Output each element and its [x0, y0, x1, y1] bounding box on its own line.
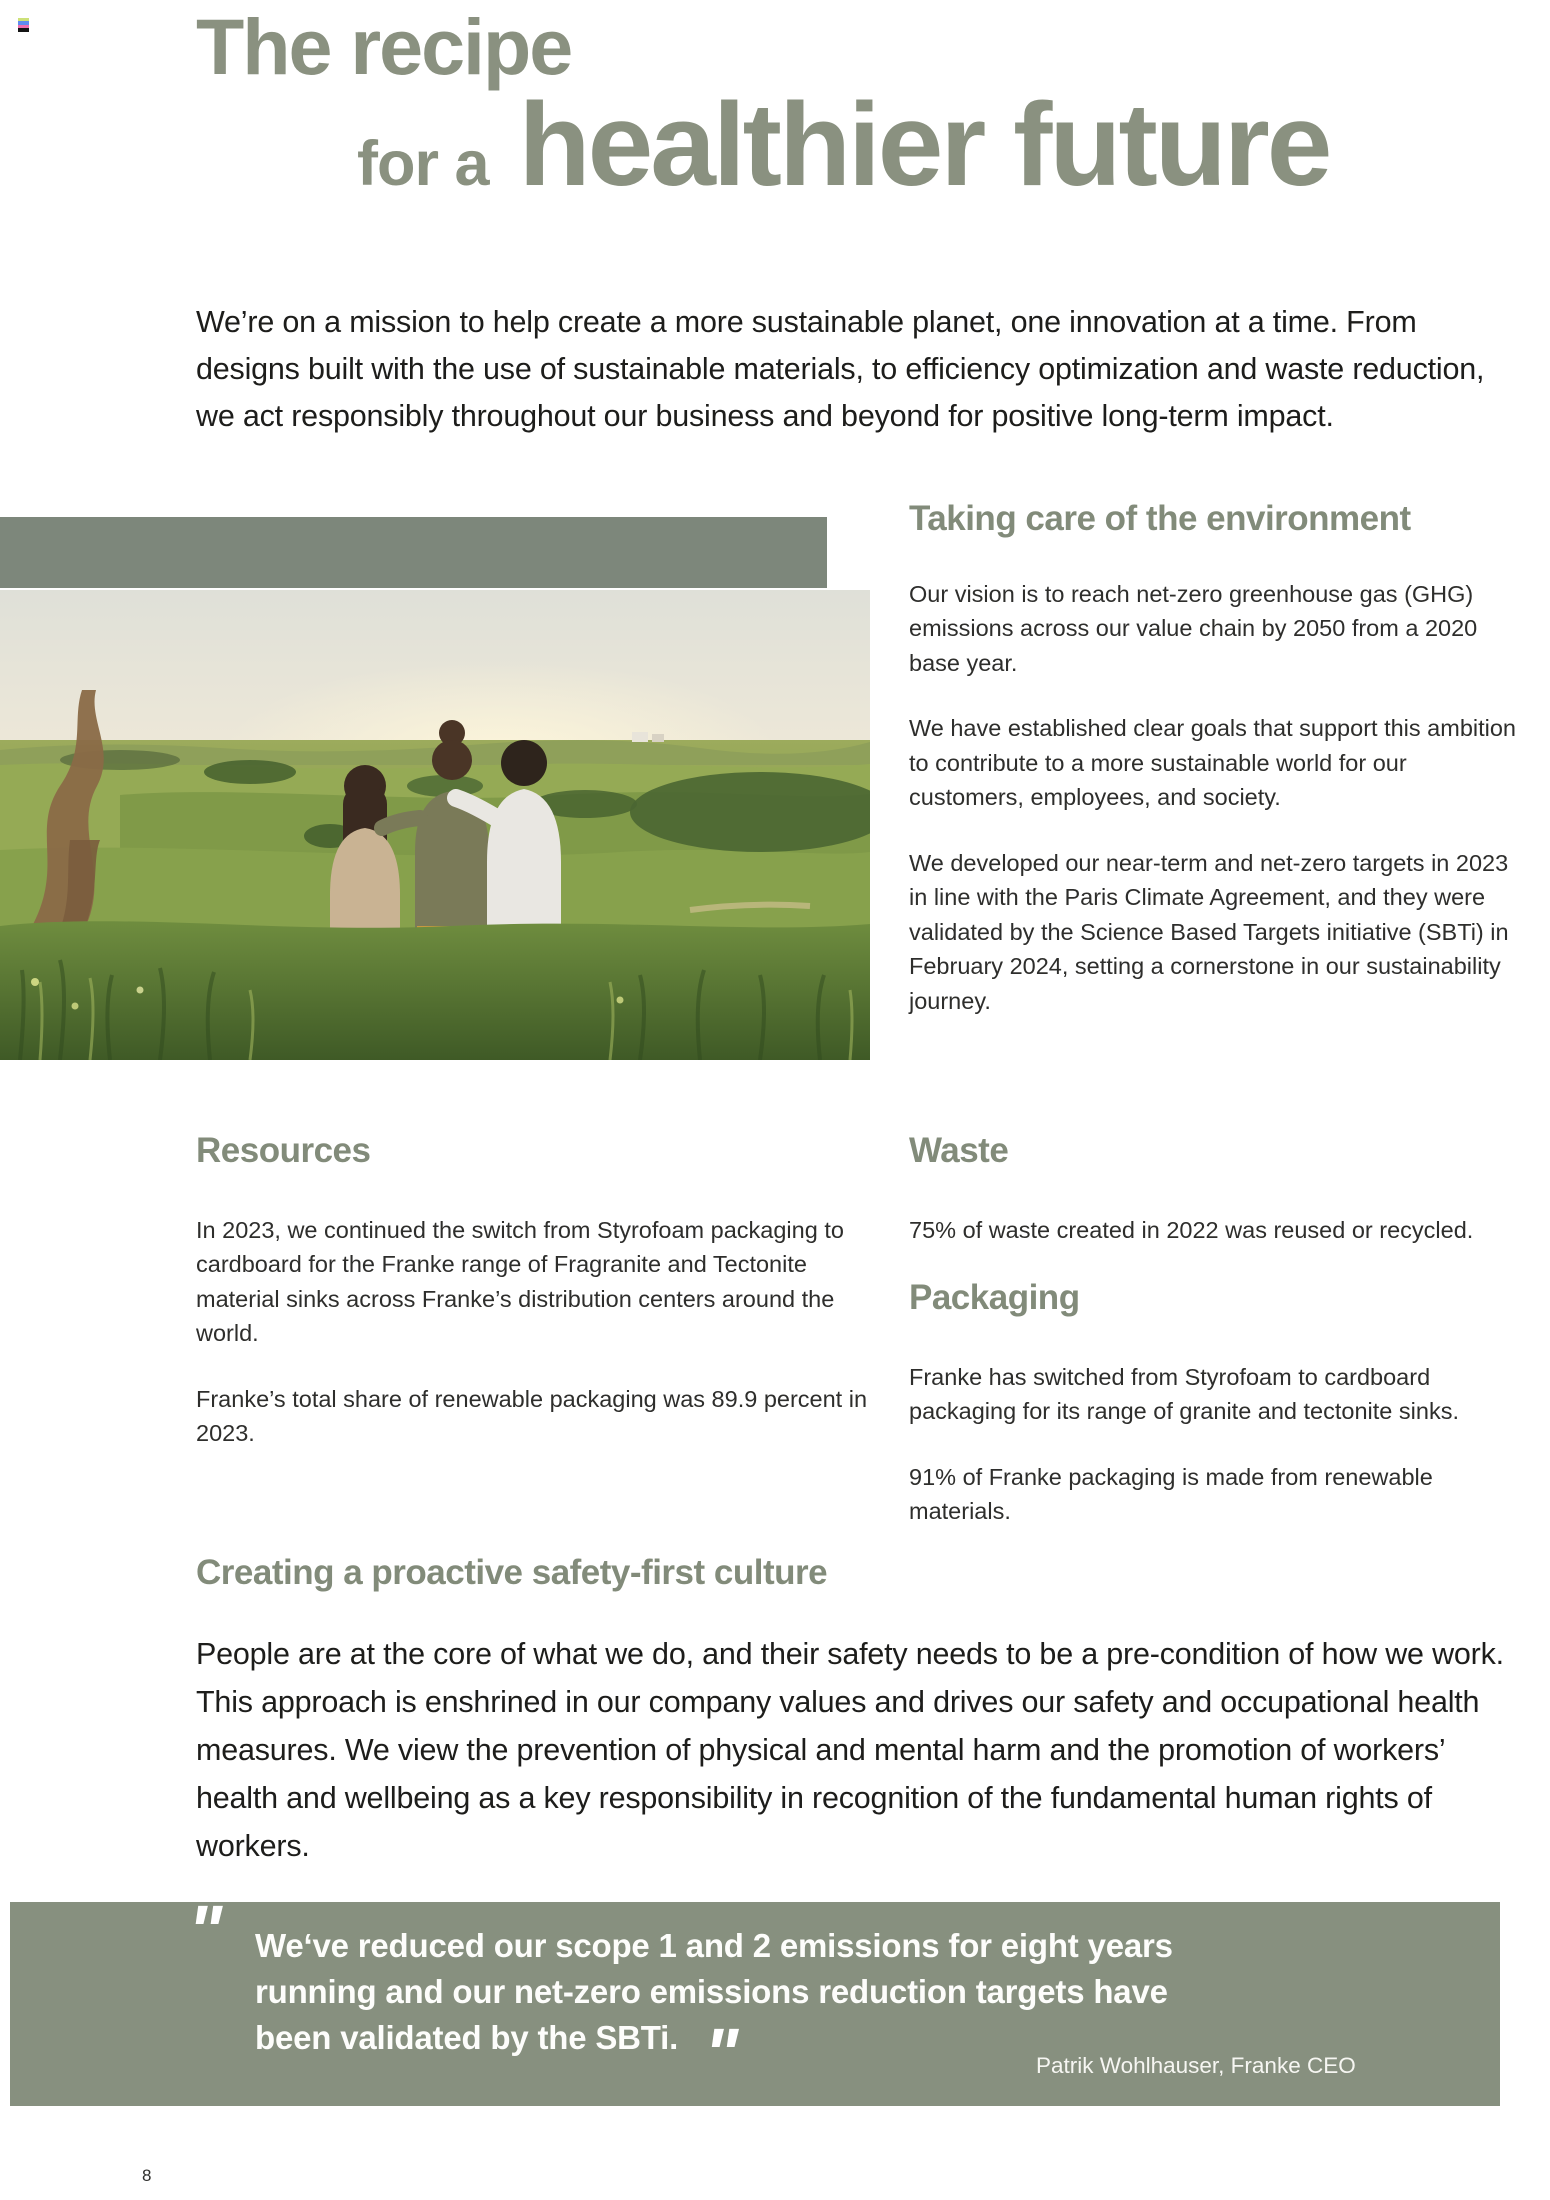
family-landscape-photo	[0, 590, 870, 1060]
environment-heading: Taking care of the environment	[909, 499, 1411, 538]
photo-foreground-grass	[0, 921, 870, 1060]
section-environment	[909, 500, 1523, 1049]
green-accent-band	[0, 517, 827, 588]
quote-line-1: We‘ve reduced our scope 1 and 2 emissions for eight years	[255, 1927, 1173, 1964]
safety-heading: Creating a proactive safety-first culture	[196, 1553, 828, 1592]
page-title	[196, 2, 1330, 212]
title-line-2	[357, 79, 1330, 212]
section-waste-packaging	[909, 1132, 1531, 1560]
environment-paragraph-1: Our vision is to reach net-zero greenhouse gas (GHG) emissions across our value chain by 2050 from a 2020 base year.	[909, 580, 1478, 676]
page-number: 8	[142, 2166, 152, 2185]
quote-line-2: running and our net-zero emissions reduction targets have	[255, 1973, 1168, 2011]
title-for-a: for a	[357, 129, 489, 200]
waste-paragraph: 75% of waste created in 2022 was reused or recycled.	[909, 1216, 1474, 1243]
environment-paragraph-3: We developed our near-term and net-zero targets in 2023 in line with the Paris Climate Agreement, and they were validated by the Science Based Targets initiative (SBTi) in February 2024, setting a cornerstone in our sustainability journey.	[909, 849, 1509, 1014]
intro-paragraph: We’re on a mission to help create a more sustainable planet, one innovation at a time. From designs built with the use of sustainable materials, to efficiency optimization and waste reduction, we act responsibly throughout our business and beyond for positive long-term impact.	[196, 304, 1485, 434]
title-line-1: The recipe	[196, 2, 572, 92]
ceo-quote-block	[10, 1892, 1500, 2106]
quote-line-3: been validated by the SBTi. "	[255, 2015, 739, 2096]
section-resources	[196, 1132, 876, 1482]
packaging-paragraph-1: Franke has switched from Styrofoam to cardboard packaging for its range of granite and tectonite sinks.	[909, 1363, 1459, 1425]
resources-paragraph-2: Franke’s total share of renewable packaging was 89.9 percent in 2023.	[196, 1385, 868, 1447]
packaging-paragraph-2: 91% of Franke packaging is made from renewable materials.	[909, 1463, 1433, 1525]
waste-heading: Waste	[909, 1131, 1009, 1170]
color-registration-mark-icon	[18, 18, 29, 32]
open-quote-icon: "	[188, 1892, 223, 1972]
landscape-illustration	[0, 590, 870, 1060]
packaging-heading: Packaging	[909, 1278, 1080, 1318]
title-healthier-future: healthier future	[518, 79, 1330, 212]
environment-paragraph-2: We have established clear goals that support this ambition to contribute to a more sustainable world for our customers, employees, and society.	[909, 715, 1516, 811]
section-safety	[196, 1553, 1526, 1870]
resources-paragraph-1: In 2023, we continued the switch from Styrofoam packaging to cardboard for the Franke range of Fragranite and Tectonite material sinks across Franke’s distribution centers around the world.	[196, 1216, 844, 1347]
resources-heading: Resources	[196, 1131, 371, 1170]
safety-paragraph: People are at the core of what we do, and their safety needs to be a pre-condition of how we work. This approach is enshrined in our company values and drives our safety and occupational health measures. We view the prevention of physical and mental harm and the promotion of workers’ health and wellbeing as a key responsibility in recognition of the fundamental human rights of workers.	[196, 1637, 1504, 1863]
quote-attribution: Patrik Wohlhauser, Franke CEO	[1036, 2053, 1356, 2078]
